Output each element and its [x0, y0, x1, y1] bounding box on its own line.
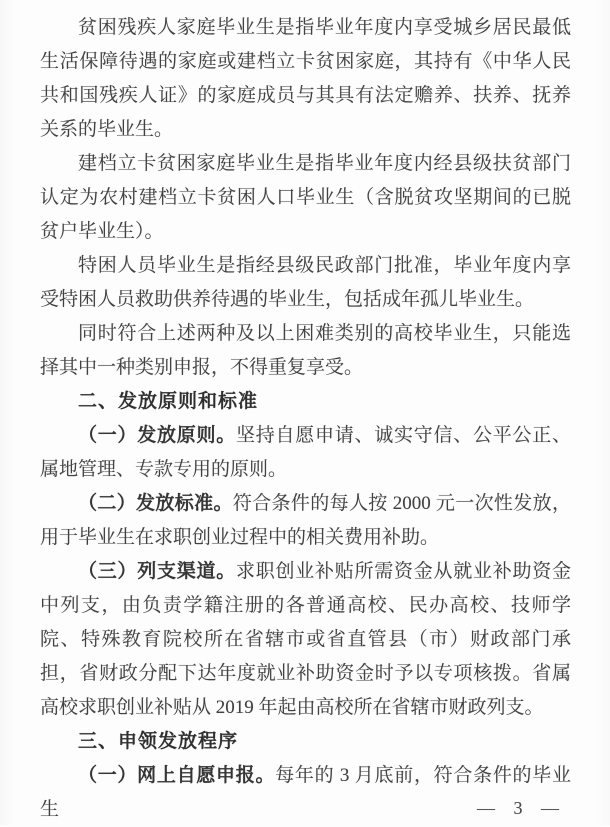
paragraph-poverty-disabled-definition	[40, 11, 571, 147]
paragraph-text: 坚持自愿申请、诚实守信、公平公正、属地管理、专款专用的原则。	[40, 425, 571, 480]
paragraph-text: 求职创业补贴所需资金从就业补助资金中列支，由负责学籍注册的各普通高校、民办高校、技师学院、特殊教育院校所在省辖市或省直管县（市）财政部门承担，省财政分配下达年度就业补助资金时予以专项核拨。省属高校求职创业补贴从 2019 年起由高校所在省辖市财政列支。	[40, 561, 571, 718]
paragraph-extreme-poverty-definition	[40, 249, 571, 317]
paragraph-text: 建档立卡贫困家庭毕业生是指毕业年度内经县级扶贫部门认定为农村建档立卡贫困人口毕业生（含脱贫攻坚期间的已脱贫户毕业生）。	[40, 153, 571, 242]
paragraph-text: 特困人员毕业生是指经县级民政部门批准，毕业年度内享受特困人员救助供养待遇的毕业生，包括成年孤儿毕业生。	[40, 255, 571, 310]
paragraph-text: 符合条件的每人按 2000 元一次性发放，用于毕业生在求职创业过程中的相关费用补助。	[40, 493, 571, 548]
section-heading-3-application-procedure: 三、申领发放程序	[78, 731, 239, 752]
paragraph-funding-channel	[40, 555, 571, 725]
paragraph-lead: （二）发放标准。	[78, 493, 233, 514]
paragraph-distribution-standard	[40, 487, 571, 555]
paragraph-lead: （三）列支渠道。	[78, 561, 236, 582]
paragraph-text: 贫困残疾人家庭毕业生是指毕业年度内享受城乡居民最低生活保障待遇的家庭或建档立卡贫困家庭，其持有《中华人民共和国残疾人证》的家庭成员与其具有法定赡养、扶养、抚养关系的毕业生。	[40, 17, 571, 140]
document-body	[40, 11, 571, 827]
paragraph-lead: （一）发放原则。	[78, 425, 236, 446]
paragraph-single-category-rule	[40, 317, 571, 385]
page-number: — 3 —	[477, 798, 566, 818]
section-heading-2-principles-standards: 二、发放原则和标准	[78, 391, 259, 412]
paragraph-text: 每年的 3 月底前，符合条件的毕业生	[40, 765, 571, 820]
paragraph-registered-poor-definition	[40, 147, 571, 249]
paragraph-text: 同时符合上述两种及以上困难类别的高校毕业生，只能选择其中一种类别申报，不得重复享受。	[40, 323, 571, 378]
paragraph-lead: （一）网上自愿申报。	[78, 765, 276, 786]
paragraph-distribution-principles	[40, 419, 571, 487]
